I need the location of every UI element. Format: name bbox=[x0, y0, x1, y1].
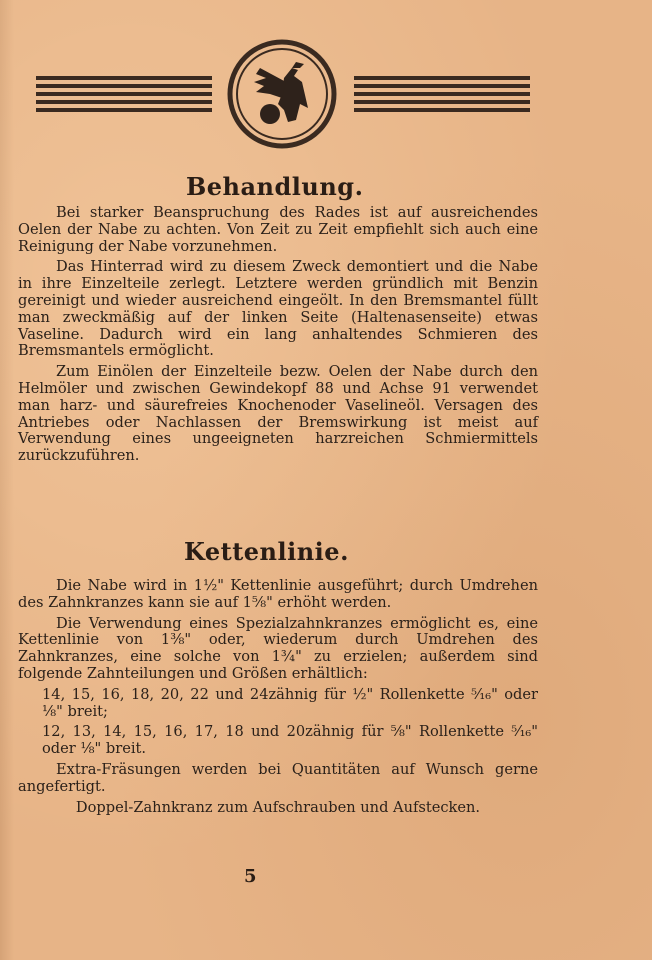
list-item: 12, 13, 14, 15, 16, 17, 18 und 20zähnig für ⅝" Rollenkette ⁵⁄₁₆" oder ⅛" breit. bbox=[42, 723, 538, 758]
section-title-behandlung: Behandlung. bbox=[186, 172, 364, 201]
eagle-on-globe-icon bbox=[226, 38, 338, 150]
paragraph: Extra-Fräsungen werden bei Quantitäten auf Wunsch gerne angefertigt. bbox=[18, 760, 538, 795]
page-number: 5 bbox=[244, 866, 257, 887]
left-stripes bbox=[36, 76, 212, 116]
paragraph: Zum Einölen der Einzelteile bezw. Oelen der Nabe durch den Helmöler und zwischen Gewindekopf 88 und Achse 91 verwendet man harz- und säurefreies Knochenoder Vaselineöl. Versagen des Antriebes oder Nachlassen der Bremswirkung ist meist auf Verwendung eines ungeeigneten harzreichen Schmiermittels zurückzuführen. bbox=[18, 363, 538, 465]
section-body-kettenlinie bbox=[18, 578, 538, 816]
paragraph: Doppel-Zahnkranz zum Aufschrauben und Aufstecken. bbox=[75, 798, 481, 816]
list-item: 14, 15, 16, 18, 20, 22 und 24zähnig für ½" Rollenkette ⁵⁄₁₆" oder ⅛" breit; bbox=[42, 685, 538, 720]
section-title-kettenlinie: Kettenlinie. bbox=[184, 537, 349, 566]
paragraph: Die Nabe wird in 1½" Kettenlinie ausgeführt; durch Umdrehen des Zahnkranzes kann sie auf 1⅝" erhöht werden. bbox=[18, 577, 538, 611]
right-stripes bbox=[354, 76, 530, 116]
paragraph: Die Verwendung eines Spezialzahnkranzes ermöglicht es, eine Kettenlinie von 1⅜" oder, wiederum durch Umdrehen des Zahnkranzes, eine solche von 1¾" zu erzielen; außerdem sind folgende Zahnteilungen und Größen erhältlich: bbox=[18, 614, 538, 682]
paragraph: Bei starker Beanspruchung des Rades ist auf ausreichendes Oelen der Nabe zu achten. Von Zeit zu Zeit empfiehlt sich auch eine Reinigung der Nabe vorzunehmen. bbox=[18, 204, 538, 255]
header-ornament bbox=[36, 36, 530, 160]
section-body-behandlung bbox=[18, 205, 538, 465]
paragraph: Das Hinterrad wird zu diesem Zweck demontiert und die Nabe in ihre Einzelteile zerlegt. Letztere werden gründlich mit Benzin gereinigt und wieder ausreichend eingeölt. In den Bremsmantel füllt man zweckmäßig auf der linken Seite (Haltenasenseite) etwas Vaseline. Dadurch wird ein lang anhaltendes Schmieren des Bremsmantels ermöglicht. bbox=[18, 258, 538, 360]
